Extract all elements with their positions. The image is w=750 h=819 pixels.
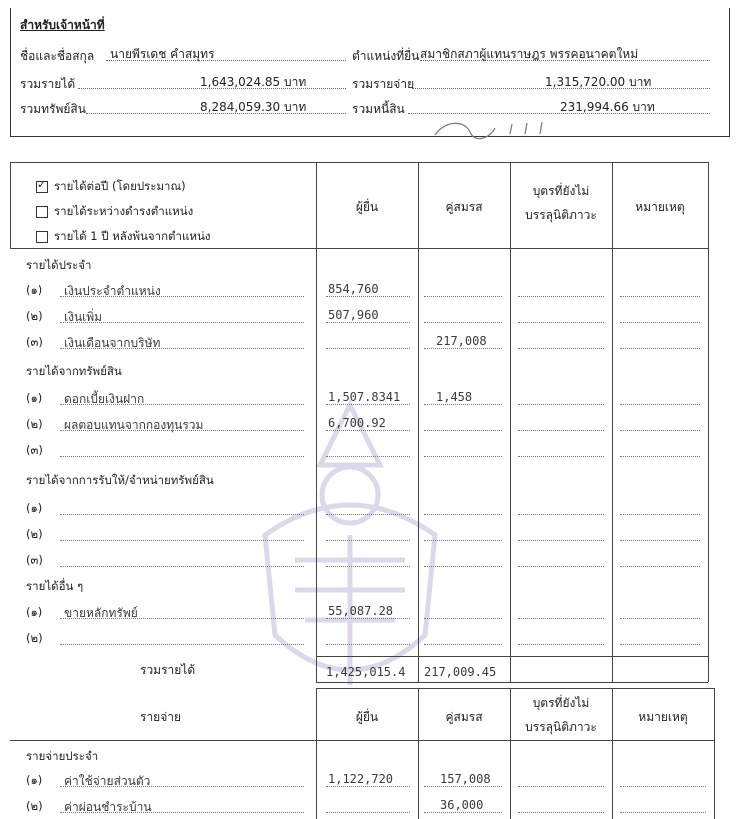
position-label: ตำแหน่งที่ยื่น xyxy=(352,49,420,63)
checkbox-checked-icon[interactable] xyxy=(36,181,48,193)
col-note: หมายเหตุ xyxy=(635,200,685,214)
section-regular-expense: รายจ่ายประจำ xyxy=(26,749,99,763)
gift-row-3-no: (๓) xyxy=(26,553,43,567)
asset-row-1-filer: 1,507.8341 xyxy=(328,390,401,404)
officer-title: สำหรับเจ้าหน้าที่ xyxy=(20,18,105,32)
regular-row-2-item: เงินเพิ่ม xyxy=(64,310,103,324)
regular-row-1-filer: 854,760 xyxy=(328,282,379,296)
assets-value: 8,284,059.30 บาท xyxy=(200,100,307,114)
total-filer: 1,425,015.4 xyxy=(326,665,406,679)
section-other-income: รายได้อื่น ๆ xyxy=(26,579,84,593)
expense-col-spouse: คู่สมรส xyxy=(445,710,483,724)
expense-row-1-item: ค่าใช้จ่ายส่วนตัว xyxy=(64,774,151,788)
option-annual-income[interactable]: ✓รายได้ต่อปี (โดยประมาณ) xyxy=(36,178,186,196)
total-income-label: รวมรายได้ xyxy=(140,663,196,677)
col-spouse: คู่สมรส xyxy=(445,200,483,214)
regular-row-1-no: (๑) xyxy=(26,283,43,297)
gift-row-1-no: (๑) xyxy=(26,501,43,515)
position-value: สมาชิกสภาผู้แทนราษฎร พรรคอนาคตใหม่ xyxy=(420,47,639,61)
expense-row-2-item: ค่าผ่อนชำระบ้าน xyxy=(64,800,152,814)
income-label: รวมรายได้ xyxy=(20,77,76,91)
asset-row-3-no: (๓) xyxy=(26,443,43,457)
other-row-1-item: ขายหลักทรัพย์ xyxy=(64,606,138,620)
regular-row-3-spouse: 217,008 xyxy=(436,334,487,348)
debts-label: รวมหนี้สิน xyxy=(352,102,405,116)
expense-label: รวมรายจ่าย xyxy=(352,77,415,91)
section-gift-income: รายได้จากการรับให้/จำหน่ายทรัพย์สิน xyxy=(26,473,214,487)
name-value: นายพีรเดช คำสมุทร xyxy=(110,47,215,61)
asset-row-1-no: (๑) xyxy=(26,391,43,405)
income-value: 1,643,024.85 บาท xyxy=(200,75,307,89)
other-row-1-no: (๑) xyxy=(26,605,43,619)
section-regular-income: รายได้ประจำ xyxy=(26,258,92,272)
expense-col-note: หมายเหตุ xyxy=(638,710,688,724)
expense-row-2-no: (๒) xyxy=(26,799,43,813)
gift-row-2-no: (๒) xyxy=(26,527,43,541)
expense-col-filer: ผู้ยื่น xyxy=(355,710,379,724)
expense-col-child-line2: บรรลุนิติภาวะ xyxy=(525,720,597,734)
expense-value: 1,315,720.00 บาท xyxy=(545,75,652,89)
asset-row-2-no: (๒) xyxy=(26,417,43,431)
checkbox-icon[interactable] xyxy=(36,206,48,218)
expense-row-1-filer: 1,122,720 xyxy=(328,772,394,786)
asset-row-1-spouse: 1,458 xyxy=(436,390,473,404)
regular-row-3-no: (๓) xyxy=(26,335,43,349)
signature-icon xyxy=(430,120,570,140)
asset-row-2-item: ผลตอบแทนจากกองทุนรวม xyxy=(64,418,204,432)
option-income-during-term[interactable]: รายได้ระหว่างดำรงตำแหน่ง xyxy=(36,203,193,221)
checkbox-icon[interactable] xyxy=(36,231,48,243)
name-label: ชื่อและชื่อสกุล xyxy=(20,49,95,63)
expense-col-child-line1: บุตรที่ยังไม่ xyxy=(532,696,590,710)
expense-col-item: รายจ่าย xyxy=(140,710,182,724)
other-row-2-no: (๒) xyxy=(26,631,43,645)
expense-row-2-spouse: 36,000 xyxy=(440,798,484,812)
asset-row-2-filer: 6,700.92 xyxy=(328,416,386,430)
asset-row-1-item: ดอกเบี้ยเงินฝาก xyxy=(64,392,145,406)
col-child-line2: บรรลุนิติภาวะ xyxy=(525,208,597,222)
regular-row-2-filer: 507,960 xyxy=(328,308,379,322)
col-filer: ผู้ยื่น xyxy=(355,200,379,214)
other-row-1-filer: 55,087.28 xyxy=(328,604,394,618)
regular-row-3-item: เงินเดือนจากบริษัท xyxy=(64,336,161,350)
assets-label: รวมทรัพย์สิน xyxy=(20,102,86,116)
debts-value: 231,994.66 บาท xyxy=(560,100,655,114)
regular-row-1-item: เงินประจำตำแหน่ง xyxy=(64,284,161,298)
regular-row-2-no: (๒) xyxy=(26,309,43,323)
col-child-line1: บุตรที่ยังไม่ xyxy=(532,184,590,198)
total-spouse: 217,009.45 xyxy=(424,665,497,679)
expense-row-1-no: (๑) xyxy=(26,773,43,787)
option-income-after-term[interactable]: รายได้ 1 ปี หลังพ้นจากตำแหน่ง xyxy=(36,228,210,246)
expense-row-1-spouse: 157,008 xyxy=(440,772,491,786)
section-asset-income: รายได้จากทรัพย์สิน xyxy=(26,364,122,378)
